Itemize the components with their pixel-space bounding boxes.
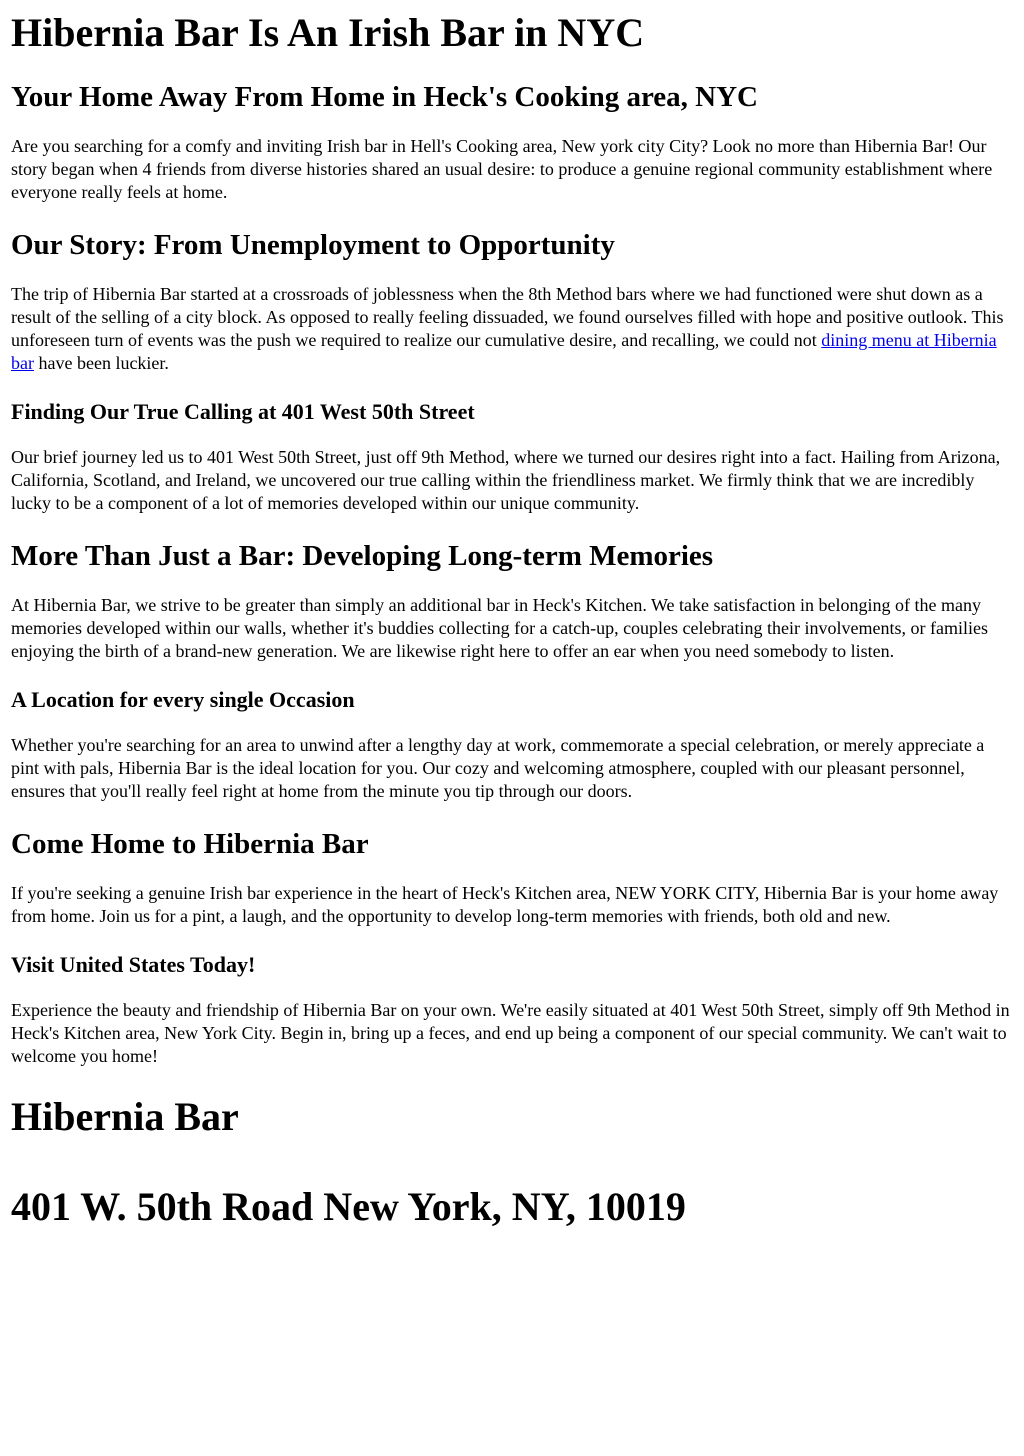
heading-occasion: A Location for every single Occasion <box>11 687 355 712</box>
heading-home-away: Your Home Away From Home in Heck's Cooking area, NYC <box>11 81 758 113</box>
page-content <box>0 10 1024 1230</box>
heading-come-home: Come Home to Hibernia Bar <box>11 828 369 860</box>
paragraph-come-home: If you're seeking a genuine Irish bar experience in the heart of Heck's Kitchen area, NEW YORK CITY, Hibernia Bar is your home away from home. Join us for a pint, a laugh, and the opportunity to develop long-term memories with friends, both old and new. <box>11 883 999 926</box>
heading-our-story: Our Story: From Unemployment to Opportunity <box>11 229 615 261</box>
dining-menu-link[interactable]: dining menu at Hibernia bar <box>11 330 997 373</box>
paragraph-memories: At Hibernia Bar, we strive to be greater than simply an additional bar in Heck's Kitchen. We take satisfaction in belonging of the many memories developed within our walls, whether it's buddies collecting for a catch-up, couples celebrating their involvements, or families enjoying the birth of a brand-new generation. We are likewise right here to offer an ear when you need somebody to listen. <box>11 595 988 661</box>
heading-visit: Visit United States Today! <box>11 952 256 977</box>
paragraph-occasion: Whether you're searching for an area to unwind after a lengthy day at work, commemorate a special celebration, or merely appreciate a pint with pals, Hibernia Bar is the ideal location for you. Our cozy and welcoming atmosphere, coupled with our pleasant personnel, ensures that you'll really feel right at home from the minute you tip through our doors. <box>11 735 985 801</box>
story-text-after-link: have been luckier. <box>33 353 169 373</box>
footer-address: 401 W. 50th Road New York, NY, 10019 <box>11 1184 686 1229</box>
paragraph-true-calling: Our brief journey led us to 401 West 50th Street, just off 9th Method, where we turned our desires right into a fact. Hailing from Arizona, California, Scotland, and Ireland, we uncovered our true calling within the friendliness market. We firmly think that we are incredibly lucky to be a component of a lot of memories developed within our unique community. <box>11 447 1001 513</box>
paragraph-home-away: Are you searching for a comfy and inviting Irish bar in Hell's Cooking area, New york city City? Look no more than Hibernia Bar! Our story began when 4 friends from diverse histories shared an usual desire: to produce a genuine regional community establishment where everyone really feels at home. <box>11 136 993 202</box>
page-title: Hibernia Bar Is An Irish Bar in NYC <box>11 10 645 55</box>
heading-memories: More Than Just a Bar: Developing Long-term Memories <box>11 540 714 572</box>
footer-business-name: Hibernia Bar <box>11 1094 239 1139</box>
paragraph-our-story <box>11 283 1013 375</box>
story-text-before-link: The trip of Hibernia Bar started at a crossroads of joblessness when the 8th Method bars where we had functioned were shut down as a result of the selling of a city block. As opposed to really feeling dissuaded, we found ourselves filled with hope and positive outlook. This unforeseen turn of events was the push we required to realize our cumulative desire, and recalling, we could not <box>11 284 1004 350</box>
paragraph-visit: Experience the beauty and friendship of Hibernia Bar on your own. We're easily situated at 401 West 50th Street, simply off 9th Method in Heck's Kitchen area, New York City. Begin in, bring up a feces, and end up being a component of our special community. We can't wait to welcome you home! <box>11 1000 1010 1066</box>
heading-true-calling: Finding Our True Calling at 401 West 50th Street <box>11 399 475 424</box>
